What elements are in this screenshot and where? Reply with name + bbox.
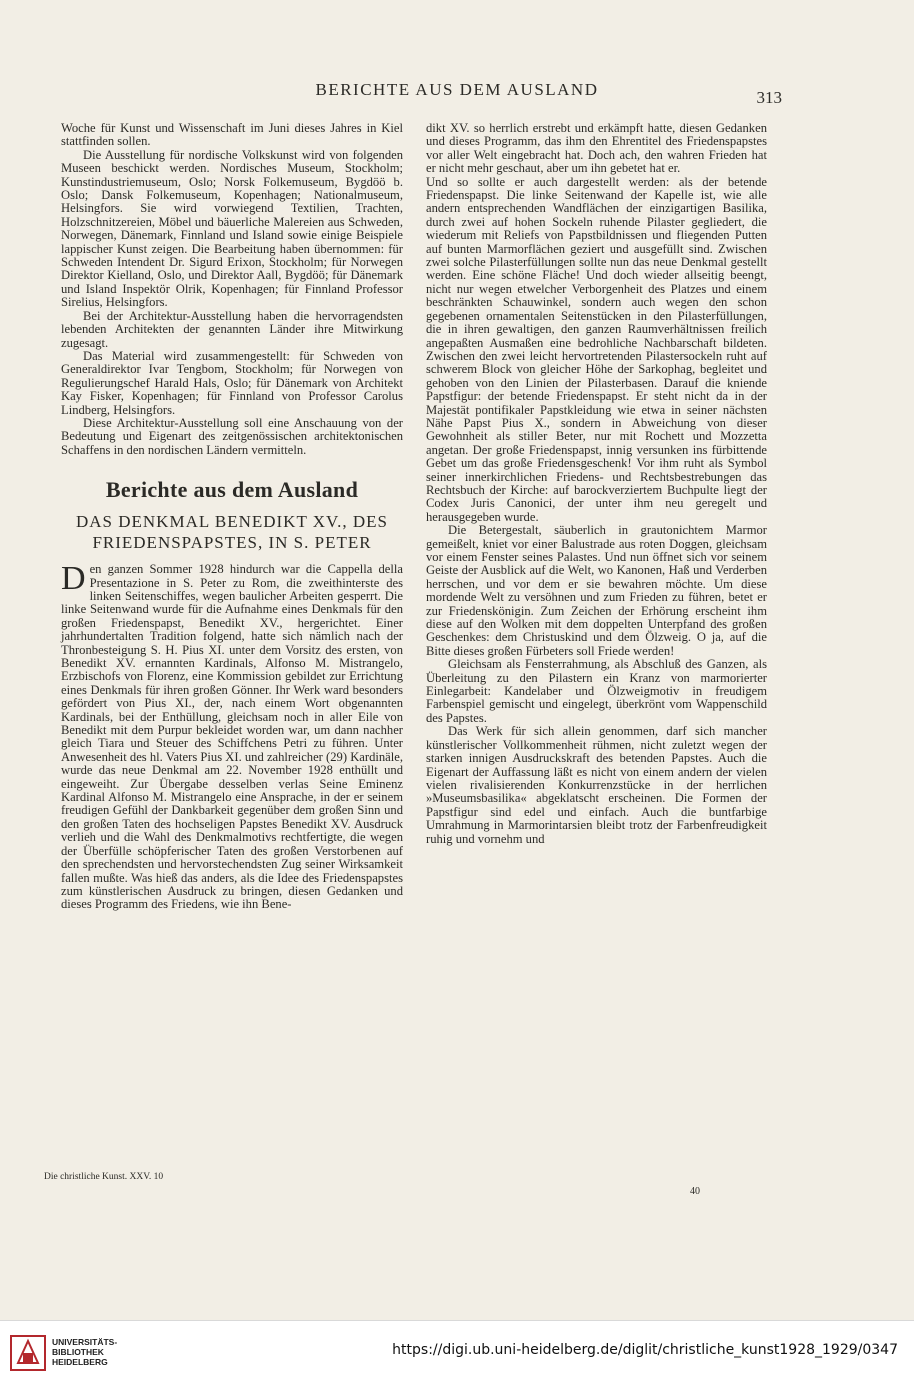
paragraph: Diese Architektur-Ausstellung soll eine Anschauung von der Bedeutung und Eigenart des zeitgenössischen architektonischen Schaffens in den nordischen Ländern vermitteln. [61, 415, 403, 457]
article-title: DAS DENKMAL BENEDIKT XV., DES FRIEDENSPAPSTES, IN S. PETER [75, 512, 389, 553]
seal-icon [10, 1335, 46, 1371]
permalink-url[interactable]: https://digi.ub.uni-heidelberg.de/diglit/christliche_kunst1928_1929/0347 [392, 1342, 898, 1358]
library-logo[interactable] [10, 1331, 160, 1375]
logo-line: BIBLIOTHEK [52, 1347, 104, 1357]
paragraph: Das Material wird zusammengestellt: für Schweden von Generaldirektor Ivar Tengbom, Stockholm; für Norwegen von Regulierungschef Harald Hals, Oslo; für Dänemark von Architekt Kay Fisker, Kopenhagen; für Finnland von Professor Carolus Lindberg, Helsingfors. [61, 348, 403, 417]
article-first-paragraph [61, 560, 403, 912]
sheet-signature: 40 [690, 1186, 700, 1197]
paragraph: Die Betergestalt, säuberlich in grautonichtem Marmor gemeißelt, kniet vor einer Balustrade aus roten Doggen, gleichsam vor einem Fenster seines Palastes. Und nun öffnet sich vor seinem Geiste der Ausblick auf die Welt, wo Kanonen, Haß und Verderben herrschen, und vor dem er sie bewahren möchte. Um diese mordende Welt zu versöhnen und zum Frieden zu führen, betet er zur Friedenskönigin. Zum Zeichen der Erhörung erscheint ihm diese auf den Wolken mit dem doppelten Unterpfand des großen Geschenkes: dem Christuskind und dem Ölzweig. O ja, auf die Bitte dieses großen Fürbeters soll Friede werden! [426, 523, 767, 658]
paragraph: Das Werk für sich allein genommen, darf sich mancher künstlerischer Vollkommenheit rühmen, nicht zuletzt wegen der starken innigen Ausdruckskraft des betenden Papstes. Auch die Eigenart der Auffassung läßt es nicht von einem andern der vielen vielen rivalisierenden Konkurrenzstücke in der herrlichen »Museumsbasilika« abgeklatscht erscheinen. Die Formen der Papstfigur sind edel und einfach. Auch die buntfarbige Umrahmung in Marmorintarsien bleibt trotz der Farbenfreudigkeit ruhig und vornehm und [426, 724, 767, 846]
journal-footer: Die christliche Kunst. XXV. 10 [44, 1172, 164, 1182]
running-head: BERICHTE AUS DEM AUSLAND [315, 80, 599, 99]
paragraph: dikt XV. so herrlich erstrebt und erkämpft hatte, diesen Gedanken und dieses Programm, das ihm den Ehrentitel des Friedenspapstes vor aller Welt eingebracht hat. Doch ach, den wahren Frieden hat er nicht mehr geschaut, aber um ihn gebetet hat er. [426, 121, 767, 176]
left-column [61, 122, 403, 912]
library-bar [0, 1320, 914, 1385]
section-title: Berichte aus dem Ausland [105, 477, 359, 503]
page-number: 313 [756, 88, 782, 107]
paragraph: Die Ausstellung für nordische Volkskunst wird von folgenden Museen beschickt werden. Nordisches Museum, Stockholm; Kunstindustriemuseum, Oslo; Norsk Folkemuseum, Bygdöö b. Oslo; Dansk Folkemuseum, Kopenhagen; Nationalmuseum, Helsingfors. Sie wird vorwiegend Textilien, Trachten, Holzschnitzereien, Möbel und bäuerliche Malereien aus Schweden, Norwegen, Dänemark, Finnland und Island sowie einige Beispiele lappischer Kunst zeigen. Die Bearbeitung haben übernommen: für Schweden Intendent Dr. Sigurd Erixon, Stockholm; für Norwegen Direktor Kielland, Oslo, und Direktor Aall, Bygdöö; für Dänemark und Island Inspektör Olrik, Kopenhagen; für Finnland Professor Sirelius, Helsingfors. [61, 147, 403, 310]
article-text: en ganzen Sommer 1928 hindurch war die Cappella della Presentazione in S. Peter zu Rom, die zweithinterste des linken Seitenschiffes, wegen baulicher Arbeiten gesperrt. Die linke Seitenwand wurde für die Aufnahme eines Denkmals für den großen Friedenspapst, Benedikt XV., hergerichtet. Einer jahrhundertalten Tradition folgend, hatte sich nämlich nach der Thronbesteigung S. H. Pius XI. unter dem Vorsitz des ersten, von Benedikt XV. ernannten Kardinals, Alfonso M. Mistrangelo, Erzbischofs von Florenz, eine Kommission gebildet zur Errichtung eines Denkmals für ihren großen Gönner. Ihr Werk ward besonders gefördert von Pius XI., der, nach einem Wort obgenannten Kardinals, bei der Enthüllung, gleichsam noch in aller Eile von Benedikt mit dem Purpur bekleidet worden war, um dann nachher gleich Tiara und Steuer des Schiffchens Petri zu führen. Unter Anwesenheit des hl. Vaters Pius XI. und zahlreicher (29) Kardinäle, wurde das neue Denkmal am 22. November 1928 enthüllt und eingeweiht. Zur Übergabe desselben verlas Seine Eminenz Kardinal Alfonso M. Mistrangelo eine Ansprache, in der er seinem freudigen Gefühl der Dankbarkeit gegenüber dem großen Sinn und den großen Taten des hochseligen Papstes Benedikt XV. Ausdruck verlieh und die Wahl des Denkmalmotivs rechtfertigte, die wegen der Überfülle schöpferischer Taten des großen Verstorbenen auf den sprechendsten und hervorstechendsten Zug seiner Wirksamkeit fallen mußte. Was hieß das anders, als die Idee des Friedenspapstes zum künstlerischen Ausdruck zu bringen, diesen Gedanken und dieses Programm des Friedens, wie ihn Bene- [61, 562, 403, 912]
paragraph: Gleichsam als Fensterrahmung, als Abschluß des Ganzen, als Überleitung zu den Pilastern ein Kranz von marmorierter Einlegarbeit: Kandelaber und Ölzweigmotiv in freudigem Farbenspiel gemischt und eingelegt, überkrönt vom Wappenschild des Papstes. [426, 657, 767, 725]
right-column [426, 122, 767, 846]
paragraph: Und so sollte er auch dargestellt werden: als der betende Friedenspapst. Die linke Seitenwand der Kapelle ist, wie alle andern entsprechenden Wandflächen der einzigartigen Basilika, durch zwei auf hohen Sockeln ruhende Pilaster gegliedert, die wiederum mit Reliefs von Papstbildnissen und fliegenden Putten auf bunten Marmorflächen geziert und ausgefüllt sind. Zwischen zwei solche Pilasterfüllungen sollte nun das neue Denkmal gestellt werden. Eine schöne Fläche! Und doch wieder allseitig beengt, nicht nur wegen etwelcher Verborgenheit des Platzes und einem beschränkten Schauwinkel, sondern auch wegen den schon gegebenen ornamentalen Seitenstücken in den Pilasterfüllungen, die in ihren gewaltigen, den ganzen Raumverhältnissen freilich angepaßten Ausmaßen eine bedrohliche Nachbarschaft bildeten. Zwischen den zwei leicht hervortretenden Pilastersockeln ruht auf schwerem Block von gleicher Höhe der Sarkophag, begleitet und gehoben von den Linien der Pilasterbasen. Darauf die kniende Papstfigur: der betende Friedenspapst. Er steht nicht da in der Majestät pontifikaler Papstkleidung wie etwa in seiner nächsten Nähe Papst Pius X., sondern in Abweichung von dieser Gewohnheit als stiller Beter, nur mit Rochett und Mozzetta angetan. Der große Friedenspapst, innig versunken ins fürbittende Gebet um das große Friedensgeschenk! Vor ihm ruht als Symbol seiner innerkirchlichen Friedens- und Rechtsbestrebungen das Rechtsbuch der Kirche: auf barockverziertem Buchpulte liegt der Codex Juris Canonici, der unter ihm neu geregelt und herausgegeben wurde. [426, 174, 767, 524]
logo-line: HEIDELBERG [52, 1357, 108, 1367]
drop-cap: D [61, 560, 86, 598]
logo-text [52, 1337, 162, 1367]
paragraph: Bei der Architektur-Ausstellung haben die hervorragendsten lebenden Architekten der genannten Länder ihre Mitwirkung zugesagt. [61, 308, 403, 350]
paragraph: Woche für Kunst und Wissenschaft im Juni dieses Jahres in Kiel stattfinden sollen. [61, 121, 403, 149]
logo-line: UNIVERSITÄTS- [52, 1337, 118, 1347]
